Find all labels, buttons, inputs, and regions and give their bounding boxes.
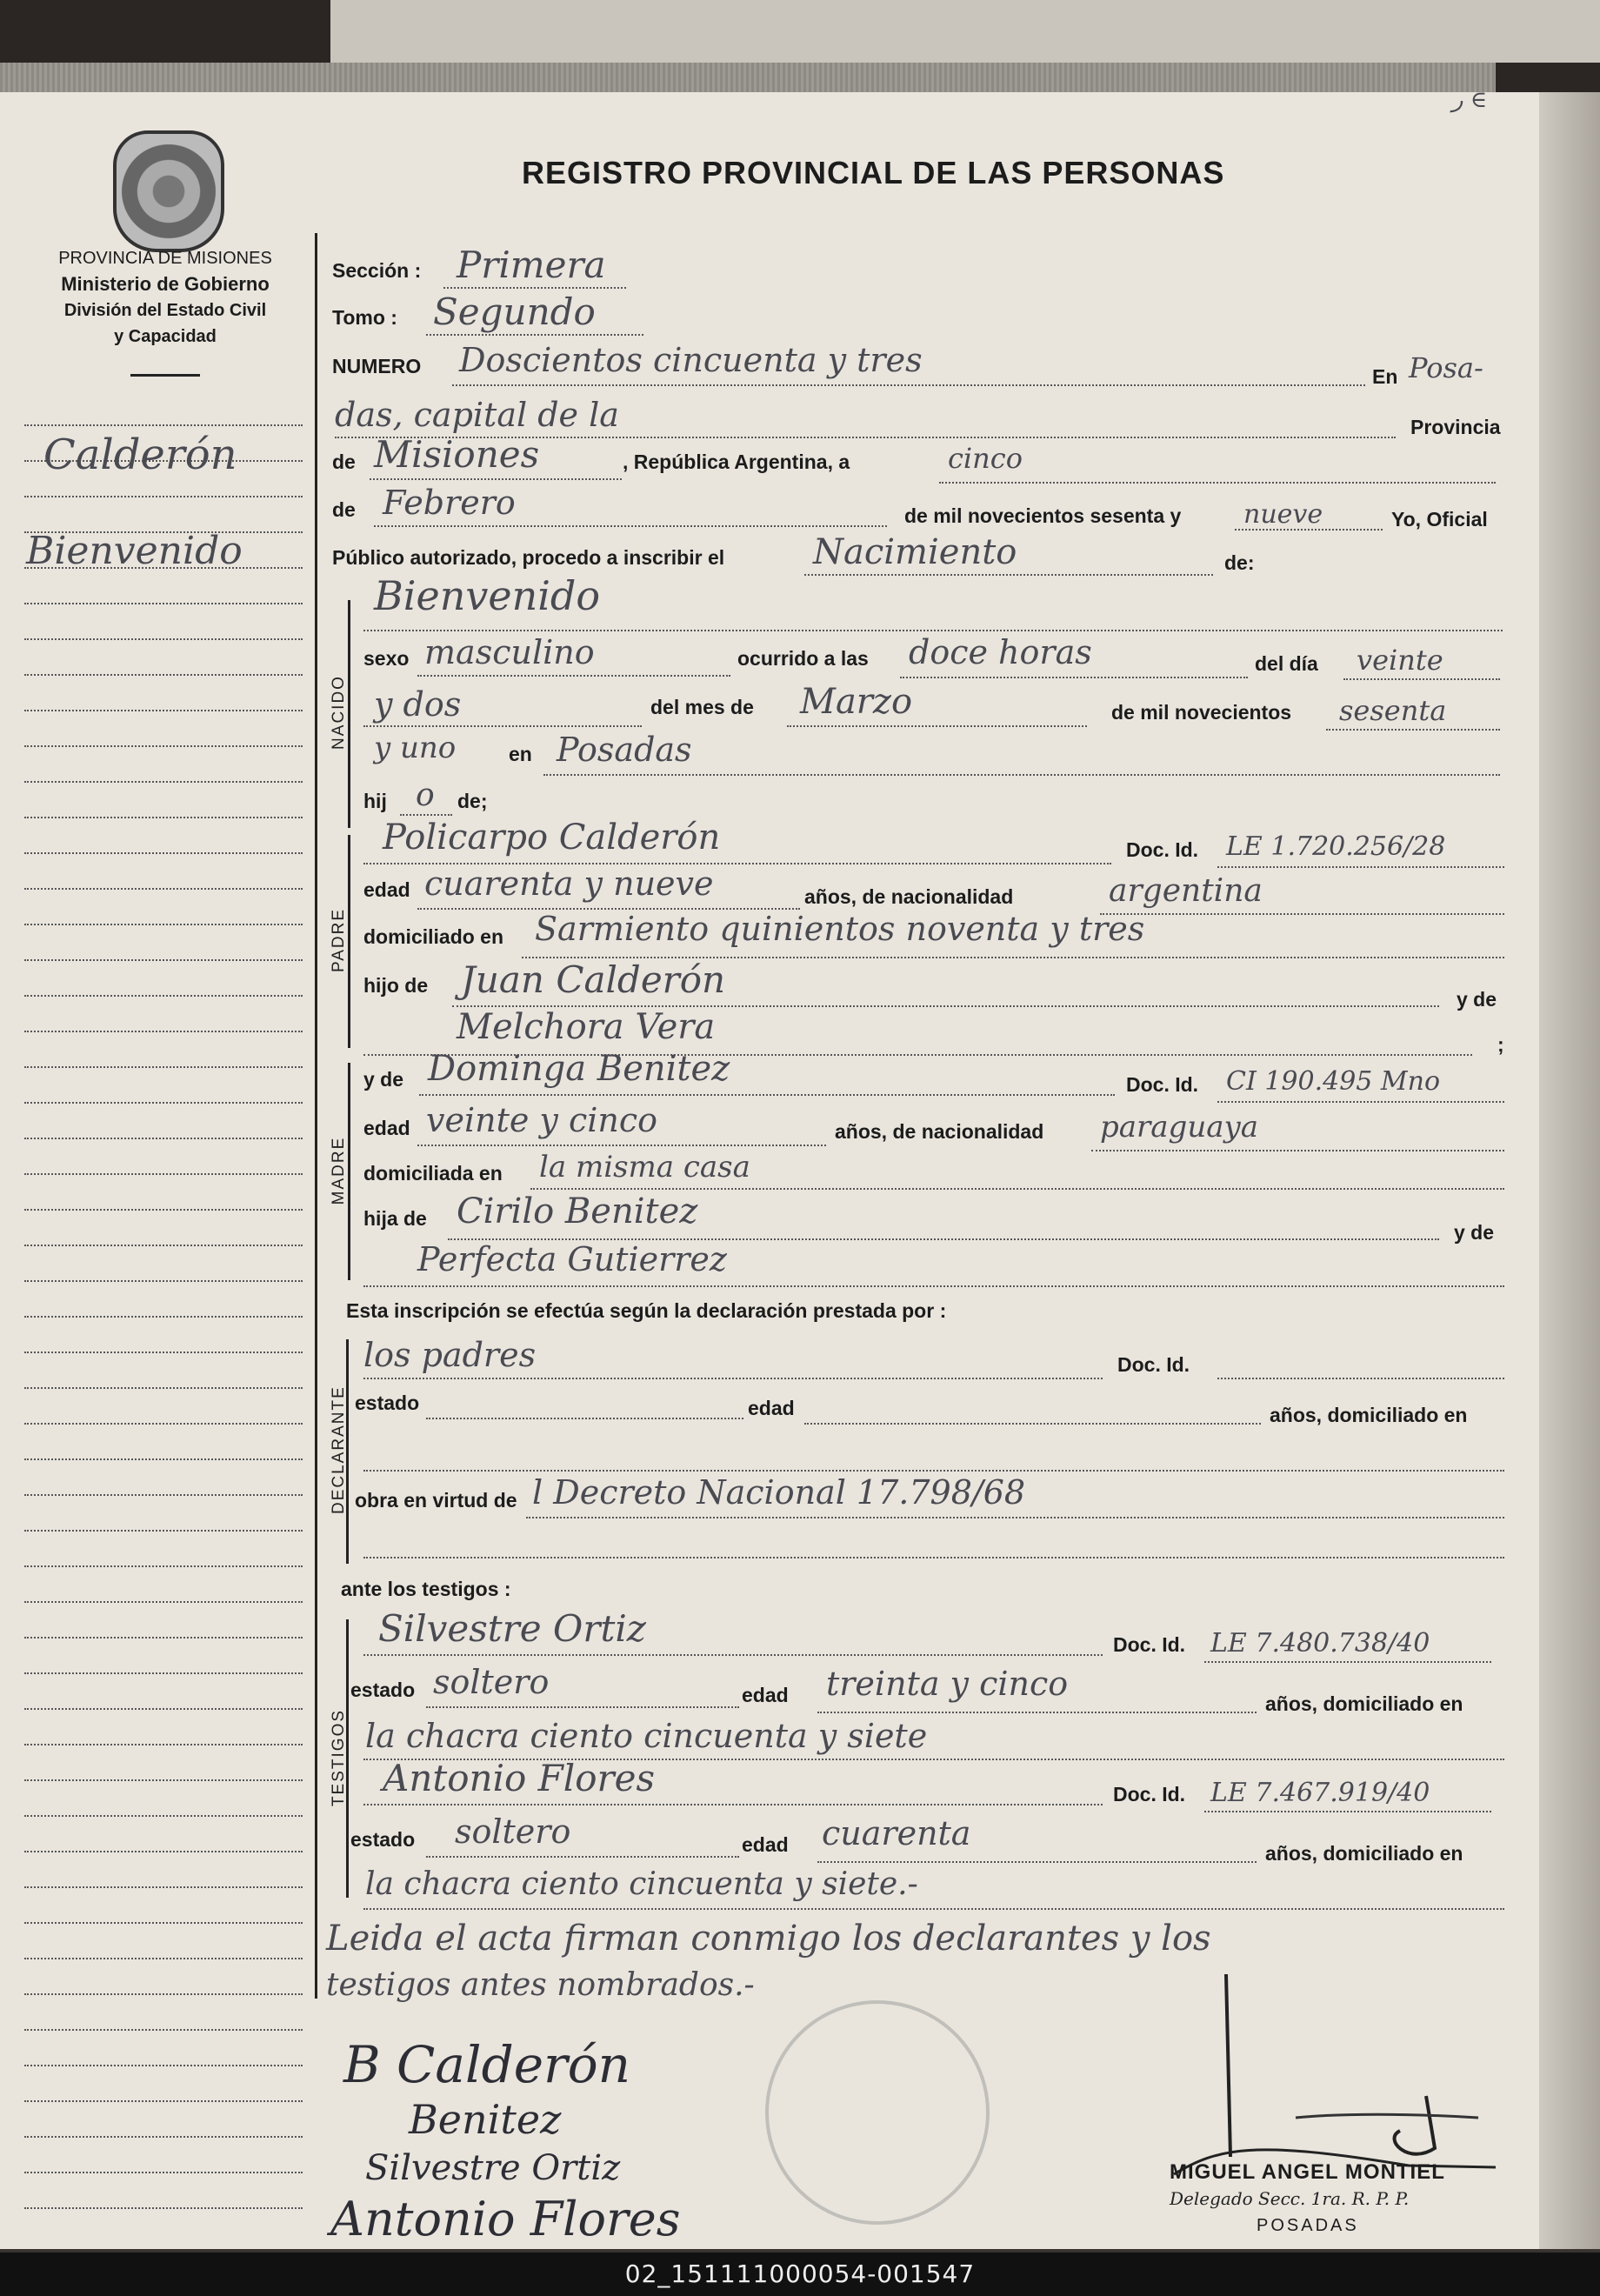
section-label-nacido: NACIDO: [330, 675, 348, 750]
margin-rule-line: [24, 924, 303, 925]
lugar-line: [543, 774, 1500, 776]
closing-line-1: Leida el acta firman conmigo los declarantes y los: [326, 1919, 1211, 1959]
mes-line: [787, 725, 1087, 727]
main-border-line: [315, 233, 317, 1999]
testigo2-edad-value: cuarenta: [822, 1814, 971, 1852]
book-cover: [330, 0, 1600, 63]
madre-abuela-value: Perfecta Gutierrez: [417, 1240, 727, 1278]
dia-line-b: [363, 725, 642, 727]
margin-rule-line: [24, 1565, 303, 1567]
tomo-line: [426, 334, 643, 336]
testigo2-nombre: Antonio Flores: [383, 1757, 656, 1799]
madre-doc-line: [1217, 1101, 1504, 1103]
margin-rule-line: [24, 1245, 303, 1246]
anio-label: de mil novecientos sesenta y: [904, 504, 1182, 527]
testigo1-dom-label: años, domiciliado en: [1265, 1692, 1463, 1715]
margin-rule-line: [24, 1102, 303, 1104]
padre-dom-value: Sarmiento quinientos noventa y tres: [535, 910, 1145, 948]
de3-label: de:: [1224, 551, 1255, 574]
declarante-extra-line: [363, 1557, 1504, 1558]
padre-edad-value: cuarenta y nueve: [424, 864, 714, 903]
sexo-line: [417, 675, 730, 677]
official-role: Delegado Secc. 1ra. R. P. P.: [1170, 2188, 1410, 2209]
margin-rule-line: [24, 1316, 303, 1318]
acto-value: Nacimiento: [813, 532, 1017, 572]
margin-rule-line: [24, 1744, 303, 1745]
official-stamp-icon: [765, 2000, 990, 2225]
margin-rule-line: [24, 1922, 303, 1924]
margin-rule-line: [24, 1387, 303, 1389]
padre-hijo-value: Juan Calderón: [461, 958, 726, 1001]
division-line-2: y Capacidad: [114, 327, 217, 346]
testigo2-edad-label: edad: [742, 1833, 789, 1856]
margin-rule-line: [24, 959, 303, 961]
official-name: MIGUEL ANGEL MONTIEL: [1170, 2160, 1445, 2184]
madre-nombre: Dominga Benitez: [428, 1049, 730, 1089]
margin-rule-line: [24, 2029, 303, 2031]
margin-rule-line: [24, 888, 303, 890]
madre-hija-value: Cirilo Benitez: [457, 1191, 698, 1231]
provincia-value: Misiones: [374, 433, 540, 476]
padre-dom-label: domiciliado en: [363, 925, 504, 948]
anio-line: [1235, 529, 1383, 531]
section-label-madre: MADRE: [330, 1136, 348, 1205]
signature-a: B Calderón: [343, 2035, 631, 2094]
margin-rule-line: [24, 2172, 303, 2173]
en-value-b: das, capital de la: [335, 396, 619, 434]
declarante-edad-line: [804, 1423, 1261, 1425]
en-label-nacido: en: [509, 743, 532, 765]
padre-hijo-label: hijo de: [363, 974, 429, 997]
province-name: PROVINCIA DE MISIONES: [58, 249, 272, 268]
madre-hija-label: hija de: [363, 1207, 427, 1230]
nacido-nombre: Bienvenido: [374, 572, 601, 619]
margin-rule-line: [24, 1209, 303, 1211]
madre-abuela-line: [363, 1285, 1504, 1287]
hij-label: hij: [363, 790, 387, 812]
testigo2-doc-value: LE 7.467.919/40: [1210, 1778, 1430, 1808]
mes-line: [374, 525, 887, 527]
margin-rule-line: [24, 1637, 303, 1639]
anio-line-a: [1326, 729, 1500, 731]
corner-mark: ر ∈: [1452, 87, 1488, 113]
margin-rule-line: [24, 1708, 303, 1710]
margin-rule-line: [24, 1066, 303, 1068]
testigo1-dom-value: la chacra ciento cincuenta y siete: [365, 1717, 928, 1755]
padre-semicolon: ;: [1497, 1033, 1504, 1056]
testigo1-estado-value: soltero: [433, 1663, 550, 1701]
margin-rule-line: [24, 1352, 303, 1353]
section-label-testigos: TESTIGOS: [330, 1708, 348, 1807]
padre-yde-label: y de: [1457, 988, 1497, 1011]
testigo1-nombre-line: [363, 1654, 1103, 1656]
margin-rule-line: [24, 1851, 303, 1852]
testigo1-nombre: Silvestre Ortiz: [378, 1607, 646, 1650]
madre-doc-value: CI 190.495 Mno: [1226, 1066, 1441, 1097]
margin-surname: Calderón: [43, 430, 237, 479]
signature-c: Silvestre Ortiz: [365, 2148, 621, 2188]
section-label-padre: PADRE: [330, 907, 348, 973]
margin-rule-line: [24, 1530, 303, 1532]
hora-line: [900, 677, 1248, 678]
official-place: POSADAS: [1257, 2216, 1359, 2235]
acto-line: [804, 574, 1213, 576]
sexo-value: masculino: [424, 633, 595, 671]
dia-label: del día: [1255, 652, 1318, 675]
declarante-obra-line: [526, 1517, 1504, 1518]
madre-dom-line: [530, 1188, 1504, 1190]
padre-nac-value: argentina: [1109, 873, 1263, 909]
signature-b: Benitez: [409, 2096, 562, 2143]
madre-nac-label: años, de nacionalidad: [835, 1120, 1044, 1143]
madre-nac-value: paraguaya: [1100, 1110, 1258, 1145]
margin-rule-line: [24, 2207, 303, 2209]
margin-rule-line: [24, 638, 303, 640]
testigo1-estado-label: estado: [350, 1679, 416, 1701]
declarante-intro: Esta inscripción se efectúa según la declaración prestada por :: [346, 1299, 947, 1322]
numero-line: [452, 384, 1365, 386]
declarante-doc-label: Doc. Id.: [1117, 1353, 1190, 1376]
margin-rule-line: [24, 1173, 303, 1175]
mes-value: Marzo: [800, 682, 913, 722]
declarante-obra-label: obra en virtud de: [355, 1489, 517, 1512]
testigo2-edad-line: [817, 1861, 1257, 1863]
en-value-a: Posa-: [1409, 351, 1483, 384]
declarante-nombre: los padres: [363, 1336, 537, 1374]
testigo1-estado-line: [426, 1706, 739, 1708]
page-edge: [1539, 92, 1600, 2249]
declarante-dom-line: [363, 1470, 1504, 1472]
declarante-estado-label: estado: [355, 1392, 420, 1414]
margin-rule-line: [24, 1031, 303, 1032]
madre-nombre-line: [419, 1094, 1115, 1096]
dia-value-b: y dos: [374, 685, 462, 724]
nacido-nombre-line: [363, 630, 1503, 631]
margin-rule-line: [24, 1993, 303, 1995]
margin-rule-line: [24, 1958, 303, 1959]
margin-rule-line: [24, 424, 303, 426]
official-signature-icon: [1148, 1966, 1513, 2226]
declarante-obra-value: l Decreto Nacional 17.798/68: [532, 1473, 1026, 1512]
testigo2-estado-value: soltero: [455, 1812, 571, 1851]
margin-rule-line: [24, 1815, 303, 1817]
testigo1-edad-label: edad: [742, 1684, 789, 1706]
publico-label: Público autorizado, procedo a inscribir el: [332, 546, 725, 569]
madre-edad-value: veinte y cinco: [426, 1101, 658, 1139]
numero-value: Doscientos cincuenta y tres: [459, 341, 923, 379]
madre-edad-label: edad: [363, 1117, 410, 1139]
margin-rule-line: [24, 1423, 303, 1425]
tomo-value: Segundo: [433, 290, 596, 333]
anio-value: nueve: [1243, 499, 1323, 530]
testigo2-dom-line: [363, 1908, 1504, 1910]
de-label: de: [332, 451, 356, 473]
padre-edad-label: edad: [363, 878, 410, 901]
dia-line-a: [1343, 678, 1500, 680]
mes-label: del mes de: [650, 696, 754, 718]
padre-doc-value: LE 1.720.256/28: [1226, 831, 1446, 862]
margin-rule-line: [24, 1138, 303, 1139]
margin-rule-line: [24, 2136, 303, 2138]
padre-doc-line: [1217, 866, 1504, 868]
closing-line-2: testigos antes nombrados.-: [326, 1967, 755, 2003]
testigo2-nombre-line: [363, 1804, 1103, 1805]
hij-line: [400, 814, 452, 816]
image-caption: 02_151111000054-001547: [0, 2253, 1600, 2296]
margin-rule-line: [24, 1458, 303, 1460]
hij-value: o: [416, 778, 435, 813]
testigo2-estado-label: estado: [350, 1828, 416, 1851]
declarante-nombre-line: [363, 1378, 1103, 1379]
testigo1-doc-label: Doc. Id.: [1113, 1633, 1186, 1656]
padre-madre-value: Melchora Vera: [457, 1007, 716, 1047]
dia-line: [939, 482, 1496, 484]
madre-nac-line: [1091, 1150, 1504, 1151]
margin-rule-line: [24, 603, 303, 604]
padre-nac-line: [1100, 913, 1504, 915]
signature-d: Antonio Flores: [330, 2192, 681, 2246]
dia-value: cinco: [948, 442, 1023, 475]
margin-rule-line: [24, 496, 303, 497]
seccion-value: Primera: [457, 244, 606, 286]
mes-value: Febrero: [383, 484, 516, 522]
section-label-declarante: DECLARANTE: [330, 1385, 348, 1514]
testigos-intro: ante los testigos :: [341, 1578, 511, 1600]
margin-rule-line: [24, 710, 303, 711]
numero-label: NUMERO: [332, 355, 422, 377]
declarante-dom-label: años, domiciliado en: [1270, 1404, 1468, 1426]
provincia-line: [370, 478, 622, 480]
testigo2-doc-line: [1204, 1811, 1491, 1812]
seccion-label: Sección :: [332, 259, 422, 282]
margin-rule-line: [24, 1601, 303, 1603]
testigo1-doc-value: LE 7.480.738/40: [1210, 1628, 1430, 1659]
anio-label-nacido: de mil novecientos: [1111, 701, 1292, 724]
division-line-1: División del Estado Civil: [63, 301, 267, 320]
madre-dom-label: domiciliada en: [363, 1162, 503, 1185]
margin-rule-line: [24, 995, 303, 997]
margin-rule-line: [24, 674, 303, 676]
testigo2-dom-value: la chacra ciento cincuenta y siete.-: [365, 1866, 918, 1902]
declarante-doc-line: [1217, 1378, 1504, 1379]
anio-value-b: y uno: [374, 731, 457, 765]
tomo-label: Tomo :: [332, 306, 397, 329]
margin-rule-line: [24, 2065, 303, 2066]
header-divider: [130, 374, 200, 377]
padre-doc-label: Doc. Id.: [1126, 838, 1199, 861]
sexo-label: sexo: [363, 647, 410, 670]
anio-value-a: sesenta: [1339, 694, 1447, 727]
madre-yde-label: y de: [363, 1068, 404, 1091]
margin-rule-line: [24, 1280, 303, 1282]
testigo1-edad-line: [817, 1712, 1257, 1713]
hora-label: ocurrido a las: [737, 647, 869, 670]
margin-rule-line: [24, 1886, 303, 1888]
page-title: REGISTRO PROVINCIAL DE LAS PERSONAS: [522, 155, 1225, 190]
margin-rule-line: [24, 852, 303, 854]
de2-label: de: [332, 498, 356, 521]
madre-doc-label: Doc. Id.: [1126, 1073, 1199, 1096]
hora-value: doce horas: [909, 633, 1092, 671]
margin-given-name: Bienvenido: [26, 529, 243, 573]
margin-rule-line: [24, 2100, 303, 2102]
madre-dom-value: la misma casa: [539, 1150, 750, 1185]
lugar-value: Posadas: [557, 731, 692, 769]
provincial-seal-icon: [113, 130, 224, 252]
testigo1-doc-line: [1204, 1661, 1491, 1663]
provincia-label: Provincia: [1410, 416, 1501, 438]
testigo2-estado-line: [426, 1856, 739, 1858]
madre-edad-line: [417, 1145, 826, 1146]
oficial-label: Yo, Oficial: [1391, 508, 1488, 531]
madre-yde2-label: y de: [1454, 1221, 1495, 1244]
margin-rule-line: [24, 817, 303, 818]
ministry-name: Ministerio de Gobierno: [61, 273, 270, 295]
testigo2-doc-label: Doc. Id.: [1113, 1783, 1186, 1805]
padre-nac-label: años, de nacionalidad: [804, 885, 1014, 908]
republica-label: , República Argentina, a: [623, 451, 850, 473]
margin-rule-line: [24, 781, 303, 783]
dia-value-a: veinte: [1357, 644, 1443, 677]
margin-rule-line: [24, 745, 303, 747]
en-label: En: [1372, 365, 1398, 388]
seccion-line: [443, 287, 626, 289]
hij-de-label: de;: [457, 790, 488, 812]
declarante-estado-line: [426, 1418, 743, 1419]
testigo2-dom-label: años, domiciliado en: [1265, 1842, 1463, 1865]
declarante-edad-label: edad: [748, 1397, 795, 1419]
margin-rule-line: [24, 1779, 303, 1781]
margin-rule-line: [24, 1672, 303, 1674]
testigo1-edad-value: treinta y cinco: [826, 1665, 1069, 1703]
padre-nombre: Policarpo Calderón: [383, 818, 721, 858]
margin-rule-line: [24, 1494, 303, 1496]
